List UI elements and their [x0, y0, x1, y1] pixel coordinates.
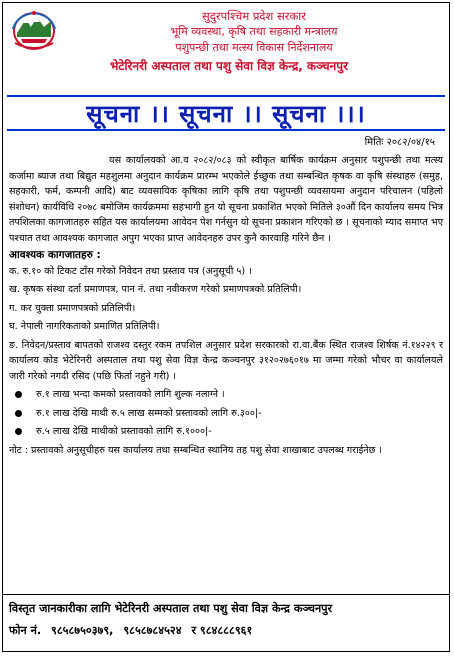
requirement-item: ङ. निवेदन/प्रस्ताव बापतको राजश्व दस्तुर रकम तपशिल अनुसार प्रदेश सरकारको रा.वा.बैंक स्थित राजश्व शिर्षक नं.१४२२९ र कार्यालय कोड भेटेरिनरी अस्पताल तथा पशु सेवा विज्ञ केन्द्र कञ्चनपुर ३१२०२७६०१७ मा जम्मा गरेको भौचर वा कार्यालयले जारी गरेको नगदी रसिद (पछि फिर्ता नहुने गरी) ।	[9, 339, 443, 382]
header	[3, 3, 449, 93]
fee-item	[9, 406, 443, 422]
notice-paragraph: यस कार्यालयको आ.व २०८२/०८३ को स्वीकृत बार्षिक कार्यक्रम अनुसार पशुपन्छी तथा मत्स्य कर्जामा ब्याज तथा बिद्युत महशुलमा अनुदान कार्यक्रम प्रारम्भ भएकोले ईच्छुक तथा सम्बन्धित कृषक वा कृषि संस्थाहरु (समुह, सहकारी, फर्म, कम्पनी आदि) बाट व्यवसायिक कृषिका लागि कृषि तथा पशुपन्छी व्यवसायमा अनुदान परिचालन (पहिलो संशोधन) कार्यविधि २०७८ बमोजिम कार्यक्रममा सहभागी हुन यो सूचना प्रकाशित भएको मितिले ३०औं दिन कार्यालय समय भित्र तपशिलका कागजातहरु सहित यस कार्यालयमा आवेदन पेश गर्नसुन यो सूचना प्रकाशन गरिएको छ । सूचनाको म्याद समाप्त भए पश्चात तथा आवश्यक कागजात अपुग भएका प्राप्त आवेदनहरु उपर कुनै कारवाहि गरिने छैन ।	[9, 155, 443, 244]
header-line-3: पशुपन्छी तथा मत्स्य विकास निर्देशनालय	[175, 41, 333, 54]
requirement-item: क. रु.१० को टिकट टाँस गरेको निवेदन तथा प्रस्ताव पत्र (अनुसूची ५) ।	[9, 265, 252, 277]
header-line-1: सुदुरपश्चिम प्रदेश सरकार	[202, 9, 306, 23]
notice-banner	[7, 95, 445, 131]
fee-list	[9, 387, 443, 440]
requirements-list	[9, 264, 443, 385]
notice-date: मितिः २०८२/०४/१५	[364, 137, 435, 148]
notice-title: सूचना ।। सूचना ।। सूचना ।।।	[86, 99, 366, 128]
fee-item	[9, 424, 443, 440]
fee-text: रु.१ लाख देखि माथी रु.५ लाख सम्मको प्रस्तावको लागि रु.३००|-	[36, 407, 262, 419]
footer-info: विस्तृत जानकारीका लागि भेटेरिनरी अस्पताल तथा पशु सेवा विज्ञ केन्द्र कञ्चनपुर	[9, 602, 333, 615]
requirement-item: ग. कर चुक्ता प्रमाणपत्रको प्रतिलिपी।	[9, 302, 136, 314]
phone-number: र ९८४८८८९६१	[191, 624, 253, 637]
phone-label: फोन नं.	[9, 624, 42, 637]
fee-item	[9, 387, 443, 403]
nepal-government-emblem-icon	[11, 9, 57, 51]
bullet-icon	[15, 428, 22, 435]
footer-phones	[9, 623, 258, 638]
required-documents-title: आवश्यक कागजातहरु :	[9, 249, 101, 261]
header-line-2: भूमि व्यवस्था, कृषि तथा सहकारी मन्त्रालय	[170, 25, 338, 38]
footer	[3, 594, 449, 651]
fee-text: रु.१ लाख भन्दा कमको प्रस्तावको लागि शुल्क नलाग्ने ।	[36, 389, 225, 400]
requirement-item: घ. नेपाली नागरिकताको प्रमाणित प्रतिलिपी।	[9, 321, 160, 332]
bullet-icon	[15, 410, 22, 417]
requirement-item: ख. कृषक संस्था दर्ता प्रमाणपत्र, पान नं. तथा नवीकरण गरेको प्रमाणपत्रको प्रतिलिपी।	[9, 284, 302, 295]
fee-text: रु.५ लाख देखि माथीको प्रस्तावको लागि रु.१०००|-	[36, 426, 212, 437]
notice-note: नोट : प्रस्तावको अनुसूचीहरु यस कार्यालय तथा सम्बन्धित स्थानिय तह पशु सेवा शाखाबाट उपलब्ध गराईनेछ ।	[9, 444, 383, 456]
notice-document	[2, 2, 450, 652]
phone-number: ९८५८७८४५२४	[123, 624, 182, 637]
notice-body	[9, 153, 443, 458]
bullet-icon	[15, 391, 22, 398]
phone-number: ९८५८७५०३७९,	[51, 624, 114, 637]
header-line-4: भेटेरिनरी अस्पताल तथा पशु सेवा विज्ञ केन्द्र, कञ्चनपुर	[109, 59, 349, 73]
